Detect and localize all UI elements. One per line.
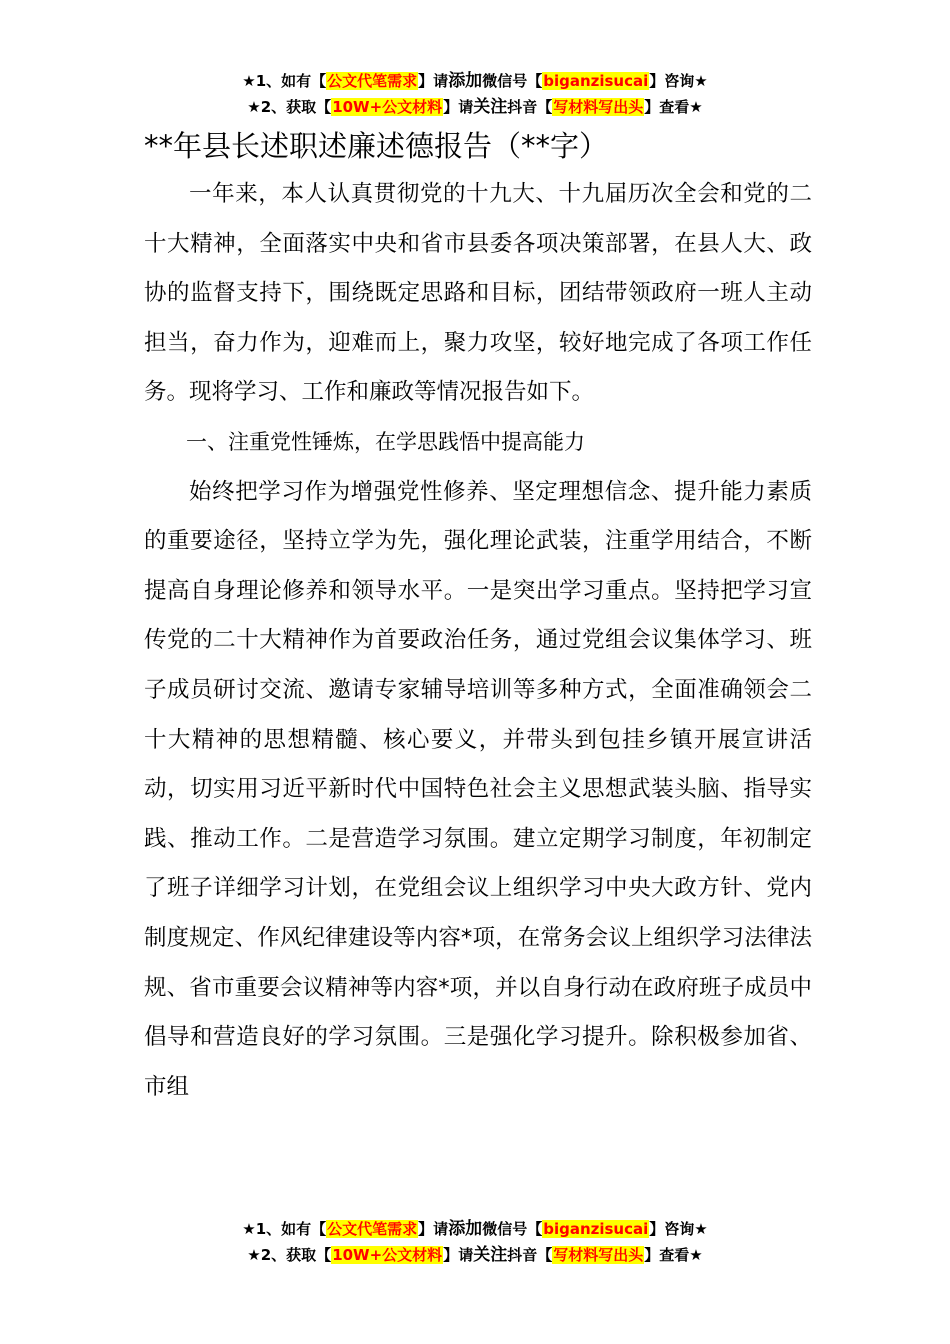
footer-promo-banner <box>0 1216 950 1268</box>
promo-text: 】请 <box>418 1220 449 1238</box>
promo-highlight: 10W+公文材料 <box>332 1246 443 1264</box>
promo-emphasis: 关注 <box>473 97 508 117</box>
promo-line-2 <box>0 1242 950 1268</box>
body-paragraph: 始终把学习作为增强党性修养、坚定理想信念、提升能力素质的重要途径，坚持立学为先，强化理论武装，注重学用结合，不断提高自身理论修养和领导水平。一是突出学习重点。坚持把学习宣传党的二十大精神作为首要政治任务，通过党组会议集体学习、班子成员研讨交流、邀请专家辅导培训等多种方式，全面准确领会二十大精神的思想精髓、核心要义，并带头到包挂乡镇开展宣讲活动，切实用习近平新时代中国特色社会主义思想武装头脑、指导实践、推动工作。二是营造学习氛围。建立定期学习制度，年初制定了班子详细学习计划，在党组会议上组织学习中央大政方针、党内制度规定、作风纪律建设等内容*项，在常务会议上组织学习法律法规、省市重要会议精神等内容*项，并以自身行动在政府班子成员中倡导和营造良好的学习氛围。三是强化学习提升。除积极参加省、市组 <box>144 478 812 1100</box>
promo-emphasis: 关注 <box>473 1245 508 1265</box>
promo-highlight-wechat: biganzisucai <box>543 72 649 90</box>
promo-line-2 <box>0 94 950 120</box>
promo-highlight-douyin: 写材料写出头 <box>553 1246 644 1264</box>
promo-highlight: 10W+公文材料 <box>332 98 443 116</box>
section-heading: 一、注重党性锤炼，在学思践悟中提高能力 <box>186 429 585 454</box>
promo-text: 抖音【 <box>507 98 553 116</box>
promo-highlight: 公文代笔需求 <box>327 1220 418 1238</box>
intro-paragraph: 一年来，本人认真贯彻党的十九大、十九届历次全会和党的二十大精神，全面落实中央和省市县委各项决策部署，在县人大、政协的监督支持下，围绕既定思路和目标，团结带领政府一班人主动担当，奋力作为，迎难而上，聚力攻坚，较好地完成了各项工作任务。现将学习、工作和廉政等情况报告如下。 <box>144 181 812 406</box>
promo-text: 】查看★ <box>644 98 703 116</box>
promo-highlight: 公文代笔需求 <box>327 72 418 90</box>
document-body <box>144 170 812 1112</box>
promo-emphasis: 添加 <box>448 71 483 91</box>
promo-text: 】请 <box>443 98 474 116</box>
promo-text: ★1、如有【 <box>242 1220 327 1238</box>
promo-text: 微信号【 <box>482 72 543 90</box>
promo-text: 】查看★ <box>644 1246 703 1264</box>
promo-text: 微信号【 <box>482 1220 543 1238</box>
promo-text: 】请 <box>418 72 449 90</box>
promo-text: 】请 <box>443 1246 474 1264</box>
promo-text: ★1、如有【 <box>242 72 327 90</box>
promo-emphasis: 添加 <box>448 1219 483 1239</box>
promo-line-1 <box>0 68 950 94</box>
promo-line-1 <box>0 1216 950 1242</box>
header-promo-banner <box>0 68 950 120</box>
promo-text: 抖音【 <box>507 1246 553 1264</box>
promo-highlight-wechat: biganzisucai <box>543 1220 649 1238</box>
promo-text: ★2、获取【 <box>247 1246 332 1264</box>
promo-text: 】咨询★ <box>649 72 708 90</box>
promo-text: ★2、获取【 <box>247 98 332 116</box>
promo-highlight-douyin: 写材料写出头 <box>553 98 644 116</box>
promo-text: 】咨询★ <box>649 1220 708 1238</box>
document-title: **年县长述职述廉述德报告（**字） <box>144 129 609 163</box>
